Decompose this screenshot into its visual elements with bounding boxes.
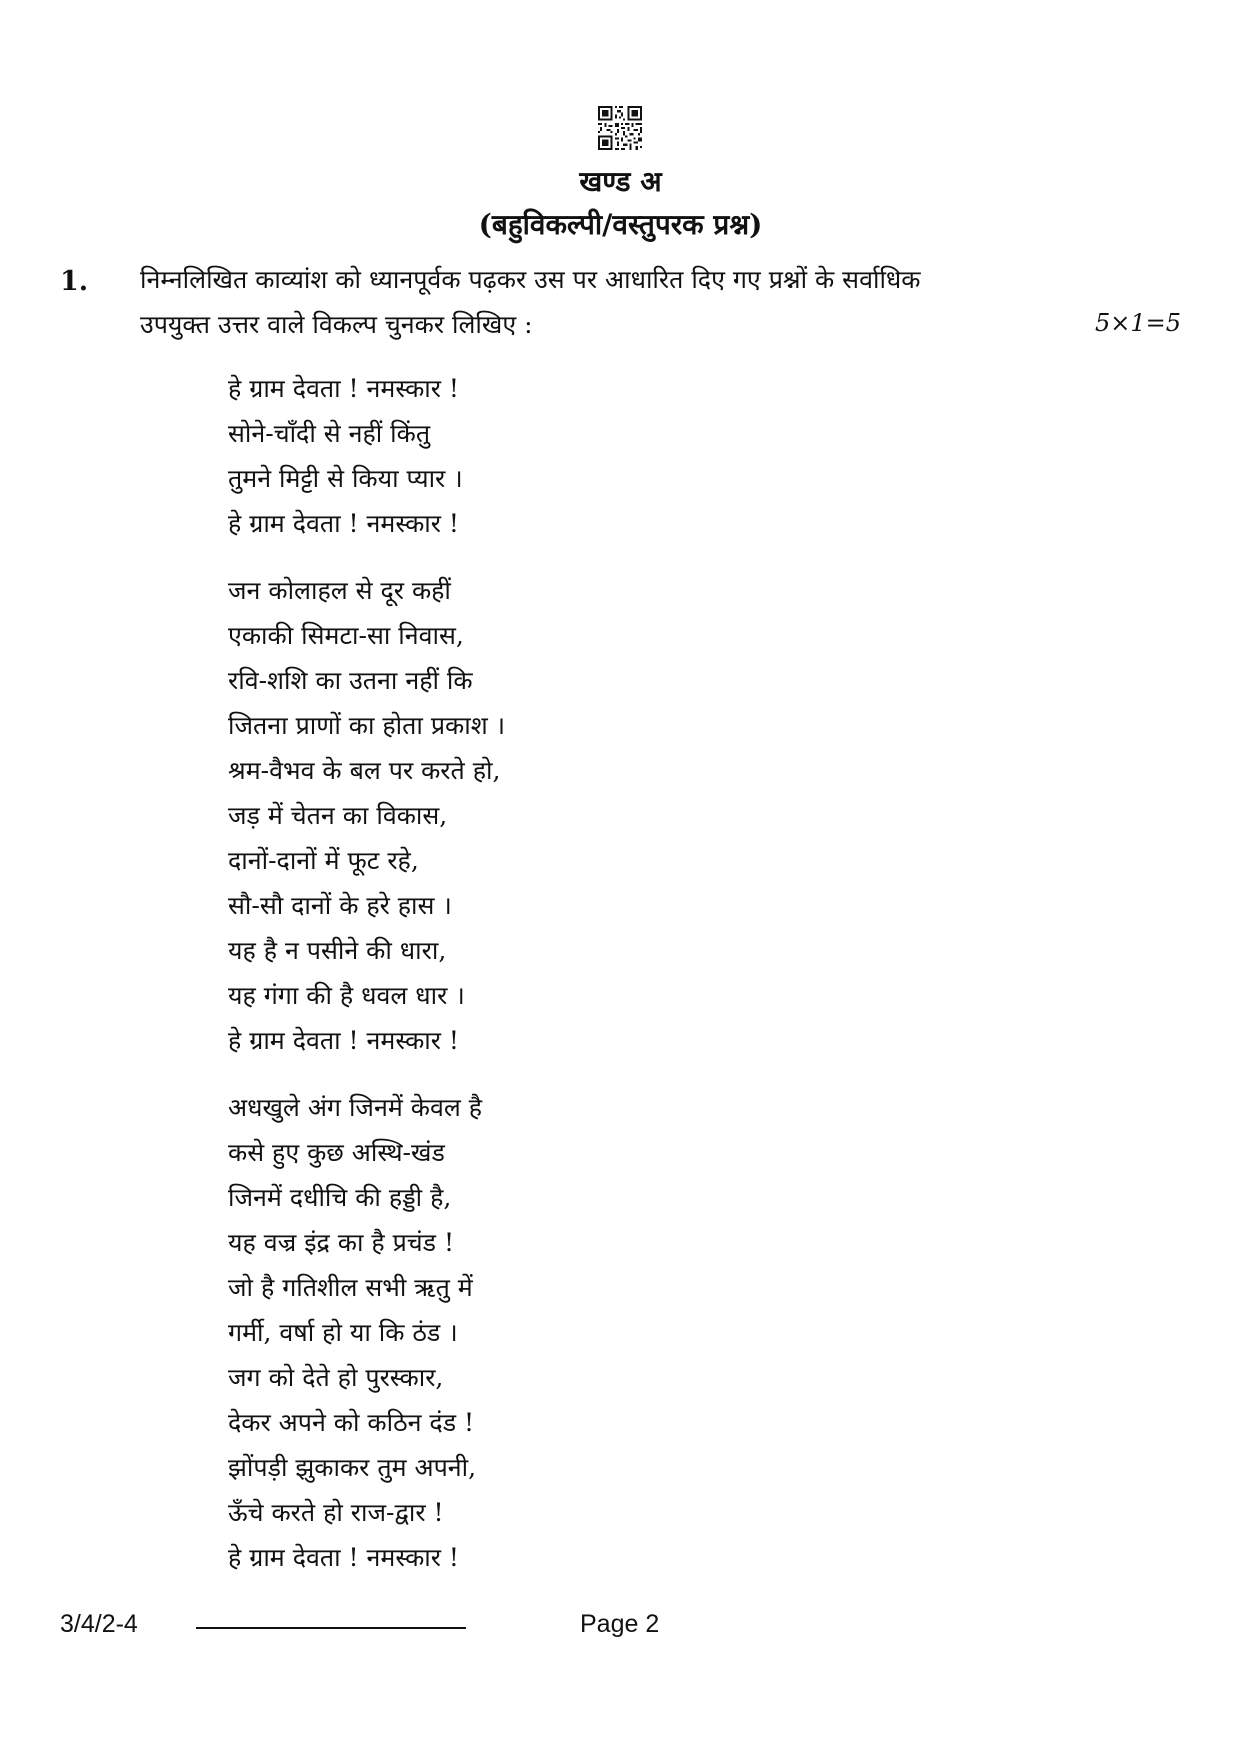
poem-line: कसे हुए कुछ अस्थि-खंड [228, 1138, 445, 1167]
poem-line: हे ग्राम देवता ! नमस्कार ! [228, 374, 459, 403]
qr-code-icon [598, 106, 642, 150]
poem-line: झोंपड़ी झुकाकर तुम अपनी, [228, 1453, 477, 1482]
poem-line: जड़ में चेतन का विकास, [228, 801, 448, 830]
poem-line: यह है न पसीने की धारा, [228, 936, 447, 965]
poem-line: तुमने मिट्टी से किया प्यार । [228, 464, 463, 493]
footer-divider [196, 1627, 466, 1629]
question-marks: 5×1=5 [1094, 309, 1181, 337]
poem-line: जिनमें दधीचि की हड्डी है, [228, 1183, 452, 1212]
question-instruction-line-1: निम्नलिखित काव्यांश को ध्यानपूर्वक पढ़कर उस पर आधारित दिए गए प्रश्नों के सर्वाधिक [140, 265, 921, 294]
poem-line: अधखुले अंग जिनमें केवल है [228, 1093, 483, 1122]
poem-line: हे ग्राम देवता ! नमस्कार ! [228, 1026, 459, 1055]
poem-line: जितना प्राणों का होता प्रकाश । [228, 711, 506, 740]
poem-line: दानों-दानों में फूट रहे, [228, 846, 419, 875]
poem-line: जग को देते हो पुरस्कार, [228, 1363, 444, 1392]
section-title: खण्ड अ [579, 165, 662, 198]
poem-line: देकर अपने को कठिन दंड ! [228, 1408, 475, 1437]
question-instruction-line-2: उपयुक्त उत्तर वाले विकल्प चुनकर लिखिए : [140, 310, 533, 339]
poem-line: गर्मी, वर्षा हो या कि ठंड । [228, 1318, 458, 1347]
poem-passage [228, 366, 505, 1602]
poem-stanza [228, 366, 505, 546]
poem-line: यह वज्र इंद्र का है प्रचंड ! [228, 1228, 455, 1257]
page-number: Page 2 [580, 1610, 660, 1638]
section-subtitle: (बहुविकल्पी/वस्तुपरक प्रश्न) [478, 208, 763, 241]
poem-line: जो है गतिशील सभी ऋतु में [228, 1273, 473, 1302]
poem-stanza [228, 1085, 505, 1580]
poem-line: सौ-सौ दानों के हरे हास । [228, 891, 452, 920]
poem-line: ऊँचे करते हो राज-द्वार ! [228, 1498, 444, 1527]
poem-line: रवि-शशि का उतना नहीं कि [228, 666, 473, 695]
poem-line: यह गंगा की है धवल धार । [228, 981, 465, 1010]
poem-line: एकाकी सिमटा-सा निवास, [228, 621, 464, 650]
question-number: 1. [60, 266, 89, 297]
poem-line: हे ग्राम देवता ! नमस्कार ! [228, 509, 459, 538]
poem-line: सोने-चाँदी से नहीं किंतु [228, 419, 431, 448]
poem-line: जन कोलाहल से दूर कहीं [228, 576, 451, 605]
poem-line: श्रम-वैभव के बल पर करते हो, [228, 756, 501, 785]
poem-stanza [228, 568, 505, 1063]
paper-code: 3/4/2-4 [60, 1610, 138, 1638]
poem-line: हे ग्राम देवता ! नमस्कार ! [228, 1543, 459, 1572]
